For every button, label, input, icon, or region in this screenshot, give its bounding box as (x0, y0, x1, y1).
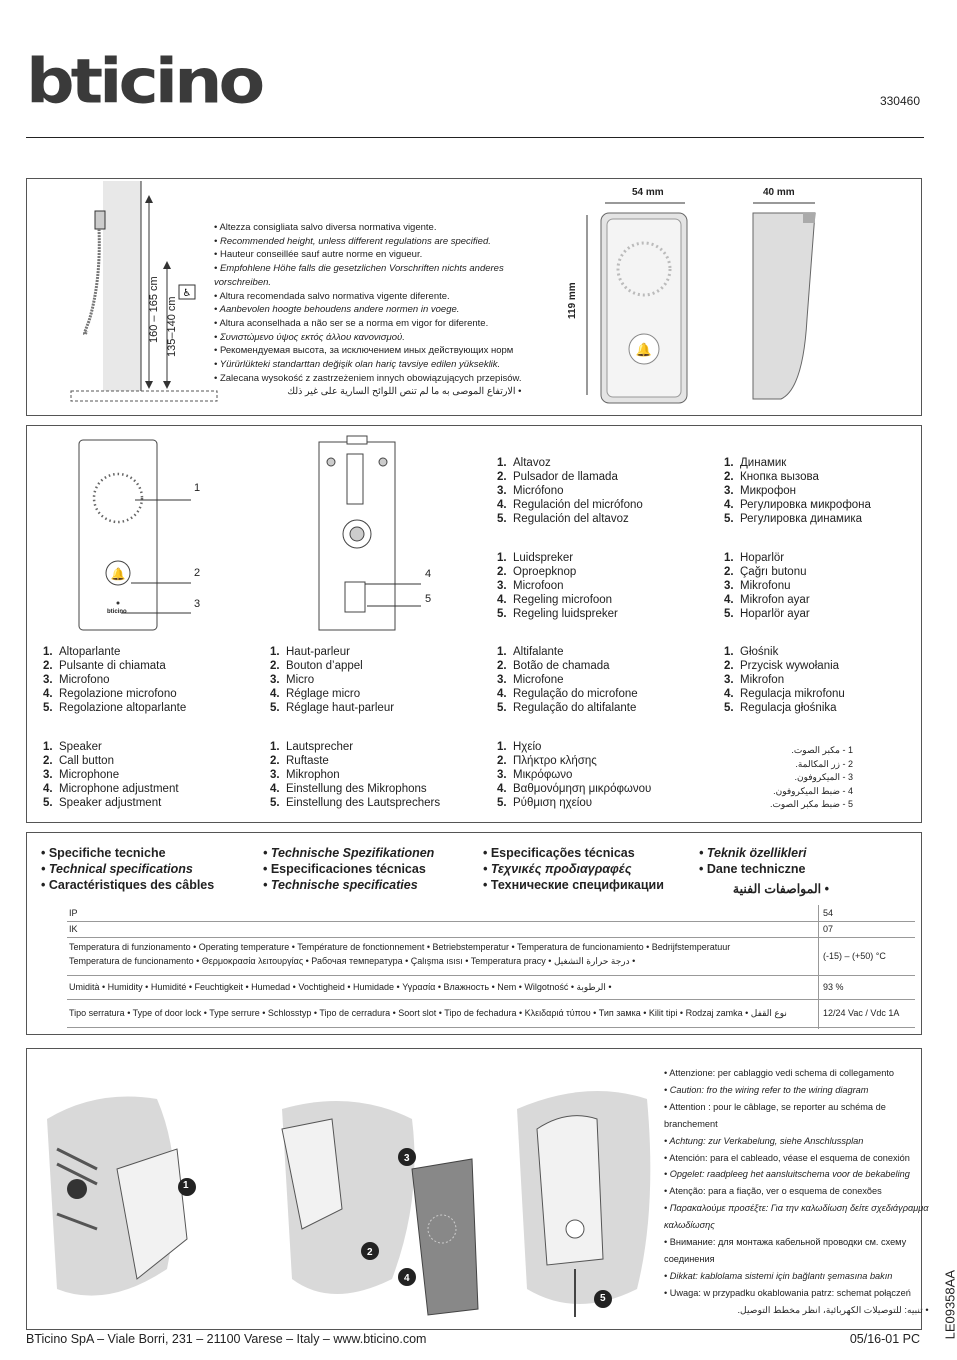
spec-heading: • Technische Spezifikationen (263, 846, 435, 860)
installation-panel (26, 178, 922, 416)
legend-label: Einstellung des Mikrophons (286, 782, 427, 795)
legend-label: Βαθμονόμηση μικρόφωνου (513, 782, 652, 795)
brand-logo: bticino (26, 46, 262, 118)
spec-heading: • Technische specificaties (263, 878, 418, 892)
legend-number: 1. (270, 741, 280, 753)
legend-label: Mikrofonu (740, 579, 791, 592)
legend-item (43, 660, 186, 674)
legend-label: Regeling microfoon (513, 593, 613, 606)
legend-item (497, 769, 651, 783)
legend-group (497, 552, 618, 622)
legend-number: 3. (497, 579, 507, 592)
legend-item (724, 485, 871, 499)
legend-item (497, 783, 651, 797)
note-line: • Recommended height, unless different regulations are specified. (214, 235, 491, 247)
legend-number: 1. (43, 741, 53, 753)
legend-number: 3. (724, 579, 734, 592)
legend-item (724, 457, 871, 471)
height-label-low: 135–140 cm (166, 296, 178, 357)
legend-number: 5. (43, 701, 53, 714)
callout-4: 4 (425, 568, 432, 580)
legend-label: Μικρόφωνο (513, 768, 573, 781)
legend-number: 2. (497, 659, 507, 672)
legend-label: Mikrofon ayar (740, 593, 810, 606)
legend-label: Mikrofon (740, 673, 785, 686)
spec-label: Umidità • Humidity • Humidité • Feuchtigkeit • Humedad • Vochtigheid • Humidade • Υγρασία • Влажность • Nem • Wilgotność • الرطوبة • (69, 981, 612, 992)
legend-number: 2. (497, 565, 507, 578)
legend-number: 3. (270, 673, 280, 686)
note-line: καλωδίωσης (664, 1220, 715, 1231)
legend-number: 4. (497, 593, 507, 606)
legend-item (724, 608, 810, 622)
legend-item (43, 688, 186, 702)
svg-text:🔔: 🔔 (110, 567, 126, 581)
step-1-illustration (37, 1079, 237, 1327)
spec-label-continued: Temperatura de funcionamento • Θερμοκρασία λειτουργίας • Рабочая температура • Çalışma ısısı • Temperatura pracy • درجة حرارة التشغيل • (69, 956, 636, 966)
legend-number: 1. (724, 552, 734, 564)
step-5-illustration (497, 1069, 667, 1327)
legend-item-arabic: 3 - الميكروفون. (794, 772, 853, 782)
legend-number: 2. (724, 470, 734, 483)
legend-number: 1. (497, 646, 507, 658)
legend-label: Luidspreker (513, 552, 574, 564)
legend-item (43, 646, 186, 660)
note-line: • Dikkat: kablolama sistemi için bağlantı şemasına bakın (664, 1270, 893, 1281)
legend-item (497, 552, 618, 566)
legend-label: Altavoz (513, 457, 551, 469)
spec-heading: • Dane techniczne (699, 862, 806, 876)
legend-number: 5. (497, 512, 507, 525)
spec-label: IP (69, 907, 78, 918)
note-line: • Attention : pour le câblage, se reporter au schéma de (664, 1101, 886, 1112)
wiring-panel (26, 1048, 929, 1330)
legend-number: 1. (43, 646, 53, 658)
spec-value: 54 (823, 907, 834, 918)
legend-item (497, 608, 618, 622)
legend-number: 5. (724, 607, 734, 620)
legend-label: Microfone (513, 673, 564, 686)
legend-number: 3. (724, 673, 734, 686)
legend-number: 4. (270, 687, 280, 700)
legend-number: 3. (497, 673, 507, 686)
note-line: • Hauteur conseillée sauf autre norme en vigueur. (214, 249, 423, 261)
legend-item (270, 797, 440, 811)
spec-heading: • Teknik özellikleri (699, 846, 807, 860)
legend-label: Microfoon (513, 579, 564, 592)
legend-item (724, 674, 845, 688)
legend-number: 4. (497, 782, 507, 795)
note-line: • Рекомендуемая высота, за исключением иных действующих норм (214, 345, 514, 357)
legend-label: Speaker adjustment (59, 796, 162, 809)
legend-item (497, 594, 618, 608)
wiring-notes (664, 1065, 929, 1319)
legend-label: Динамик (740, 457, 787, 469)
legend-label: Πλήκτρο κλήσης (513, 754, 597, 767)
side-view-drawing (745, 199, 825, 413)
legend-label: Przycisk wywołania (740, 659, 840, 672)
legend-number: 3. (43, 673, 53, 686)
note-line: • Attenzione: per cablaggio vedi schema di collegamento (664, 1068, 894, 1078)
legend-number: 1. (270, 646, 280, 658)
legend-item (497, 646, 638, 660)
spec-heading: • Specifiche tecniche (41, 846, 166, 860)
back-callout-diagram (313, 434, 443, 634)
note-line: • تنبيه: للتوصيلات الكهربائية، انظر مخطط التوصيل. (737, 1304, 929, 1315)
legend-item (497, 797, 651, 811)
legend-label: Regolazione altoparlante (59, 701, 187, 714)
legend-item (270, 674, 394, 688)
spec-label: IK (69, 923, 78, 934)
note-line: • Uwaga: w przypadku okablowania patrz: schemat połączeń (664, 1287, 911, 1298)
legend-number: 5. (724, 701, 734, 714)
front-callout-diagram (75, 438, 275, 638)
note-line: • Achtung: zur Verkabelung, siehe Anschlussplan (664, 1135, 864, 1146)
note-line: • الارتفاع الموصى به ما لم تنص اللوائح السارية على غير ذلك (287, 386, 522, 398)
legend-group (270, 646, 394, 716)
legend-arabic (733, 744, 853, 812)
legend-label: Micrófono (513, 484, 564, 497)
height-dimension: 119 mm (567, 282, 578, 319)
legend-item (43, 769, 179, 783)
legend-item (43, 755, 179, 769)
legend-item (497, 688, 638, 702)
legend-label: Pulsante di chiamata (59, 659, 166, 672)
legend-number: 4. (724, 498, 734, 511)
legend-label: Microfono (59, 673, 110, 686)
legend-item (270, 741, 440, 755)
legend-label: Altifalante (513, 646, 564, 658)
spec-value: 07 (823, 923, 834, 934)
legend-group (497, 457, 643, 527)
note-line: • Atención: para el cableado, véase el esquema de conexión (664, 1152, 910, 1163)
spec-row (67, 999, 915, 1028)
legend-item (497, 566, 618, 580)
note-line: • Caution: fro the wiring refer to the wiring diagram (664, 1084, 869, 1095)
legend-number: 2. (43, 754, 53, 767)
callout-5: 5 (425, 593, 432, 605)
spec-heading: • Технические спецификации (483, 878, 664, 892)
legend-label: Oproepknop (513, 565, 577, 578)
note-line: • Yürürlükteki standarttan değişik olan hariç tavsiye edilen yükseklik. (214, 359, 501, 371)
legend-number: 4. (43, 782, 53, 795)
legend-label: Regulacja mikrofonu (740, 687, 845, 700)
legend-item (724, 566, 810, 580)
spec-heading: • Especificaciones técnicas (263, 862, 426, 876)
step-5-badge: 5 (600, 1293, 606, 1304)
legend-item (497, 741, 651, 755)
legend-number: 5. (497, 607, 507, 620)
legend-number: 4. (497, 498, 507, 511)
svg-text:🔔: 🔔 (635, 343, 653, 358)
legend-label: Réglage haut-parleur (286, 701, 395, 714)
note-line: • Altura recomendada salvo normativa vigente diferente. (214, 290, 450, 302)
legend-item (43, 797, 179, 811)
legend-label: Hoparlör ayar (740, 607, 810, 620)
legend-label: Микрофон (740, 484, 797, 497)
note-line: • Altezza consigliata salvo diversa normativa vigente. (214, 222, 437, 233)
legend-group (270, 741, 440, 811)
spec-heading-column (263, 845, 434, 893)
legend-label: Microphone (59, 768, 120, 781)
legend-group (497, 646, 638, 716)
legend-number: 5. (497, 796, 507, 809)
specs-panel (26, 832, 922, 1035)
legend-label: Regulação do microfone (513, 687, 638, 700)
legend-label: Lautsprecher (286, 741, 354, 753)
legend-item (724, 646, 845, 660)
note-line: vorschreiben. (214, 276, 272, 288)
legend-number: 2. (497, 470, 507, 483)
legend-label: Micro (286, 673, 315, 686)
revision-date: 05/16-01 PC (849, 1332, 920, 1346)
legend-number: 1. (497, 552, 507, 564)
note-line: • Συνιστώμενο ύψος εκτός άλλου κανονισμού. (214, 331, 405, 343)
legend-label: Pulsador de llamada (513, 470, 618, 483)
legend-number: 1. (724, 457, 734, 469)
legend-label: Réglage micro (286, 687, 361, 700)
legend-item-arabic: 4 - ضبط الميكروفون. (773, 785, 853, 796)
spec-heading: • Caractéristiques des câbles (41, 878, 215, 892)
spec-value: (-15) – (+50) °C (823, 950, 886, 961)
legend-item (497, 580, 618, 594)
legend-item (270, 646, 394, 660)
legend-label: Mikrophon (286, 768, 340, 781)
legend-label: Регулировка динамика (740, 512, 863, 525)
legend-number: 3. (497, 768, 507, 781)
legend-item (270, 660, 394, 674)
spec-value: 12/24 Vac / Vdc 1A (823, 1007, 900, 1018)
legend-item (724, 471, 871, 485)
step-2-badge: 2 (367, 1247, 373, 1258)
legend-item (497, 755, 651, 769)
legend-item (270, 783, 440, 797)
note-line: соединения (664, 1253, 715, 1264)
legend-number: 2. (43, 659, 53, 672)
legend-number: 3. (43, 768, 53, 781)
note-line: • Altura aconselhada a não ser se a norma em vigor for diferente. (214, 317, 489, 329)
legend-number: 2. (270, 754, 280, 767)
legend-label: Bouton d’appel (286, 659, 363, 672)
spec-heading-column (699, 845, 829, 897)
legend-number: 5. (497, 701, 507, 714)
legend-item (497, 674, 638, 688)
legend-number: 4. (724, 593, 734, 606)
legend-item (43, 702, 186, 716)
legend-item (724, 580, 810, 594)
legend-label: Altoparlante (59, 646, 121, 658)
height-label-high: 160 – 165 cm (148, 276, 160, 343)
depth-dimension: 40 mm (763, 187, 795, 198)
legend-item (43, 674, 186, 688)
legend-number: 4. (270, 782, 280, 795)
legend-number: 5. (270, 796, 280, 809)
recommended-height-notes (214, 221, 521, 399)
note-line: • Aanbevolen hoogte behoudens andere normen in voege. (214, 304, 460, 316)
legend-item (724, 594, 810, 608)
legend-item (724, 702, 845, 716)
legend-item (724, 513, 871, 527)
spec-heading-column (483, 845, 664, 893)
legend-item (270, 755, 440, 769)
legend-group (43, 741, 179, 811)
legend-item (724, 552, 810, 566)
legend-item (497, 471, 643, 485)
legend-number: 5. (43, 796, 53, 809)
legend-item-arabic: 5 - ضبط مكبر الصوت. (769, 799, 853, 809)
legend-label: Microphone adjustment (59, 782, 179, 795)
spec-heading: • Τεχνικές προδιαγραφές (483, 862, 632, 876)
spec-label: Temperatura di funzionamento • Operating temperature • Température de fonctionnement • Betriebstemperatur • Temperatura de funcionamiento • Bedrijfstemperatuur (69, 942, 731, 952)
legend-number: 4. (724, 687, 734, 700)
mounting-height-diagram (67, 181, 217, 413)
legend-label: Regulación del micrófono (513, 498, 643, 511)
spec-row (67, 921, 915, 938)
legend-label: Çağrı butonu (740, 565, 807, 578)
legend-number: 3. (724, 484, 734, 497)
step-4-badge: 4 (404, 1273, 410, 1284)
note-line: branchement (664, 1118, 718, 1129)
legend-number: 3. (497, 484, 507, 497)
spec-row (67, 905, 915, 922)
specs-table (67, 905, 915, 1029)
legend-label: Regeling luidspreker (513, 607, 618, 620)
legend-number: 1. (497, 457, 507, 469)
company-address: BTicino SpA – Viale Borri, 231 – 21100 Varese – Italy – www.bticino.com (26, 1332, 427, 1346)
spec-heading-column (41, 845, 214, 893)
legend-label: Hoparlör (740, 552, 785, 564)
legend-item (724, 499, 871, 513)
legend-group (724, 646, 845, 716)
legend-item (270, 688, 394, 702)
header-divider (26, 137, 924, 138)
front-brand-mark: bticino (107, 609, 127, 615)
callout-1: 1 (194, 482, 201, 494)
legend-group (43, 646, 186, 716)
legend-number: 1. (724, 646, 734, 658)
legend-number: 2. (497, 754, 507, 767)
legend-item (497, 457, 643, 471)
legend-item (724, 660, 845, 674)
spec-value: 93 % (823, 981, 844, 992)
legend-label: Einstellung des Lautsprechers (286, 796, 441, 809)
width-dimension: 54 mm (632, 187, 664, 198)
legend-label: Głośnik (740, 646, 779, 658)
legend-label: Regulação do altifalante (513, 701, 637, 714)
parts-panel (26, 425, 922, 823)
front-view-drawing (575, 199, 715, 413)
step-1-badge: 1 (183, 1180, 189, 1191)
legend-item-arabic: 2 - زر المكالمة. (795, 758, 853, 769)
legend-number: 4. (497, 687, 507, 700)
step-2-3-4-illustration (242, 1079, 482, 1327)
legend-number: 3. (270, 768, 280, 781)
step-3-badge: 3 (404, 1153, 410, 1164)
svg-text:♿: ♿ (182, 288, 192, 299)
legend-item (497, 660, 638, 674)
legend-label: Speaker (59, 741, 102, 753)
legend-item (43, 741, 179, 755)
note-line: • Opgelet: raadpleeg het aansluitschema voor de bekabeling (664, 1169, 910, 1180)
legend-label: Regulacja głośnika (740, 701, 837, 714)
spec-heading: • Technical specifications (41, 862, 193, 876)
spec-label: Tipo serratura • Type of door lock • Type serrure • Schlosstyp • Tipo de cerradura • Soort slot • Tipo de fechadura • Κλειδαριά τύπου • Тип замка • Kilit tipi • Rodzaj zamka • نوع القفل (69, 1007, 787, 1018)
legend-number: 5. (270, 701, 280, 714)
legend-item-arabic: 1 - مكبر الصوت. (791, 745, 853, 755)
legend-label: Ruftaste (286, 754, 329, 767)
legend-item (724, 688, 845, 702)
legend-label: Botão de chamada (513, 659, 610, 672)
legend-item (270, 702, 394, 716)
legend-number: 5. (724, 512, 734, 525)
legend-item (270, 769, 440, 783)
legend-number: 1. (497, 741, 507, 753)
legend-item (497, 702, 638, 716)
spec-row (67, 937, 915, 976)
legend-label: Call button (59, 754, 114, 767)
note-line: • Atenção: para a fiação, ver o esquema de conexões (664, 1186, 882, 1197)
spec-row (67, 975, 915, 1000)
legend-label: Регулировка микрофона (740, 498, 871, 511)
spec-heading: • المواصفات الفنية (732, 882, 829, 896)
legend-number: 2. (270, 659, 280, 672)
note-line: • Empfohlene Höhe falls die gesetzlichen Vorschriften nichts anderes (214, 263, 504, 275)
product-code: 330460 (879, 94, 920, 108)
legend-group (497, 741, 651, 811)
legend-item (497, 513, 643, 527)
callout-2: 2 (194, 567, 201, 579)
callout-3: 3 (194, 598, 201, 610)
legend-number: 2. (724, 565, 734, 578)
legend-number: 4. (43, 687, 53, 700)
legend-label: Haut-parleur (286, 646, 350, 658)
legend-number: 2. (724, 659, 734, 672)
legend-label: Ηχείο (513, 741, 542, 753)
legend-group (724, 552, 810, 622)
legend-label: Кнопка вызова (740, 470, 819, 483)
document-code: LE09358AA (942, 1270, 957, 1340)
note-line: • Παρακαλούμε προσέξτε: Για την καλωδίωση δείτε σχεδιάγραμμα (664, 1203, 929, 1214)
spec-heading: • Especificações técnicas (483, 846, 635, 860)
note-line: • Zalecana wysokość z zastrzeżeniem innych obowiązujących przepisów. (214, 372, 522, 384)
legend-label: Regulación del altavoz (513, 512, 629, 525)
legend-item (43, 783, 179, 797)
legend-group (724, 457, 871, 527)
note-line: • Внимание: для монтажа кабельной проводки см. схему (664, 1237, 907, 1248)
legend-label: Ρύθμιση ηχείου (513, 796, 593, 809)
legend-item (497, 499, 643, 513)
legend-item (497, 485, 643, 499)
legend-label: Regolazione microfono (59, 687, 177, 700)
